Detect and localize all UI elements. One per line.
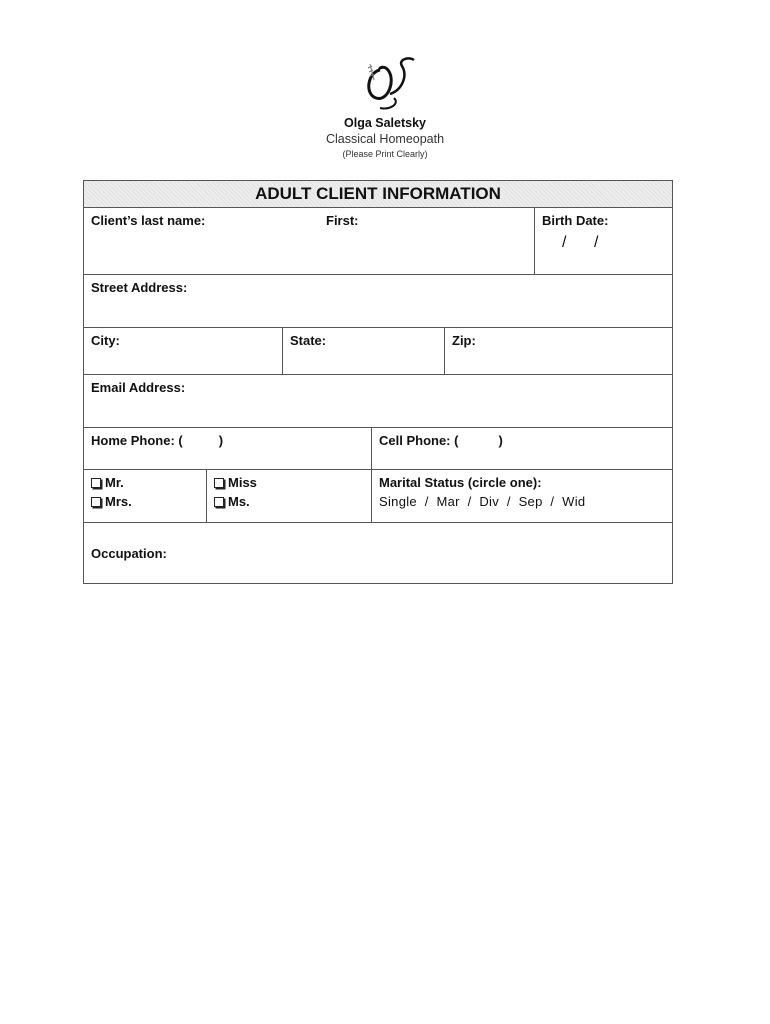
mr-label: Mr. (105, 475, 124, 490)
last-name-field[interactable] (84, 208, 319, 274)
city-label: City: (91, 333, 120, 348)
mr-option[interactable] (91, 475, 199, 490)
phone-row (84, 427, 672, 469)
last-name-label: Client’s last name: (91, 213, 206, 228)
marital-status-options[interactable]: Single / Mar / Div / Sep / Wid (379, 494, 586, 509)
practitioner-name: Olga Saletsky (344, 116, 426, 130)
miss-option[interactable] (214, 475, 364, 490)
street-address-field[interactable] (84, 275, 672, 327)
checkbox-icon[interactable] (91, 478, 101, 488)
first-name-label: First: (326, 213, 359, 228)
title-options-right (206, 470, 371, 522)
city-row (84, 327, 672, 374)
date-slash: / (562, 234, 567, 251)
home-phone-field[interactable] (84, 428, 371, 469)
marital-status-field[interactable] (371, 470, 672, 522)
state-field[interactable] (282, 328, 444, 374)
form-title: ADULT CLIENT INFORMATION (84, 181, 672, 207)
name-row (84, 207, 672, 274)
first-name-field[interactable] (319, 208, 534, 274)
street-row (84, 274, 672, 327)
practitioner-title: Classical Homeopath (325, 132, 445, 146)
ms-label: Ms. (228, 494, 250, 509)
state-label: State: (290, 333, 327, 348)
street-address-label: Street Address: (91, 280, 188, 295)
email-label: Email Address: (91, 380, 186, 395)
home-phone-label: Home Phone: ( (91, 433, 183, 448)
birth-date-slashes (542, 234, 665, 252)
zip-label: Zip: (452, 333, 476, 348)
occupation-row (84, 522, 672, 583)
occupation-field[interactable] (84, 541, 672, 566)
print-note: (Please Print Clearly) (342, 149, 428, 159)
mrs-label: Mrs. (105, 494, 132, 509)
birth-date-label: Birth Date: (542, 213, 609, 228)
home-phone-close: ) (218, 433, 224, 448)
date-slash: / (594, 234, 599, 251)
occupation-label: Occupation: (91, 545, 167, 561)
email-field[interactable] (84, 375, 672, 427)
cell-phone-label: Cell Phone: ( (379, 433, 459, 448)
checkbox-icon[interactable] (214, 478, 224, 488)
birth-date-field[interactable] (534, 208, 672, 274)
form-header (0, 50, 770, 159)
cell-phone-close: ) (498, 433, 503, 448)
city-field[interactable] (84, 328, 282, 374)
miss-label: Miss (228, 475, 257, 490)
title-marital-row (84, 469, 672, 522)
checkbox-icon[interactable] (91, 497, 101, 507)
os-logo-icon (350, 50, 420, 114)
checkbox-icon[interactable] (214, 497, 224, 507)
client-info-form (83, 180, 673, 584)
marital-status-label: Marital Status (circle one): (379, 475, 542, 490)
ms-option[interactable] (214, 494, 364, 509)
zip-field[interactable] (444, 328, 672, 374)
email-row (84, 374, 672, 427)
cell-phone-field[interactable] (371, 428, 672, 469)
mrs-option[interactable] (91, 494, 199, 509)
title-options-left (84, 470, 206, 522)
